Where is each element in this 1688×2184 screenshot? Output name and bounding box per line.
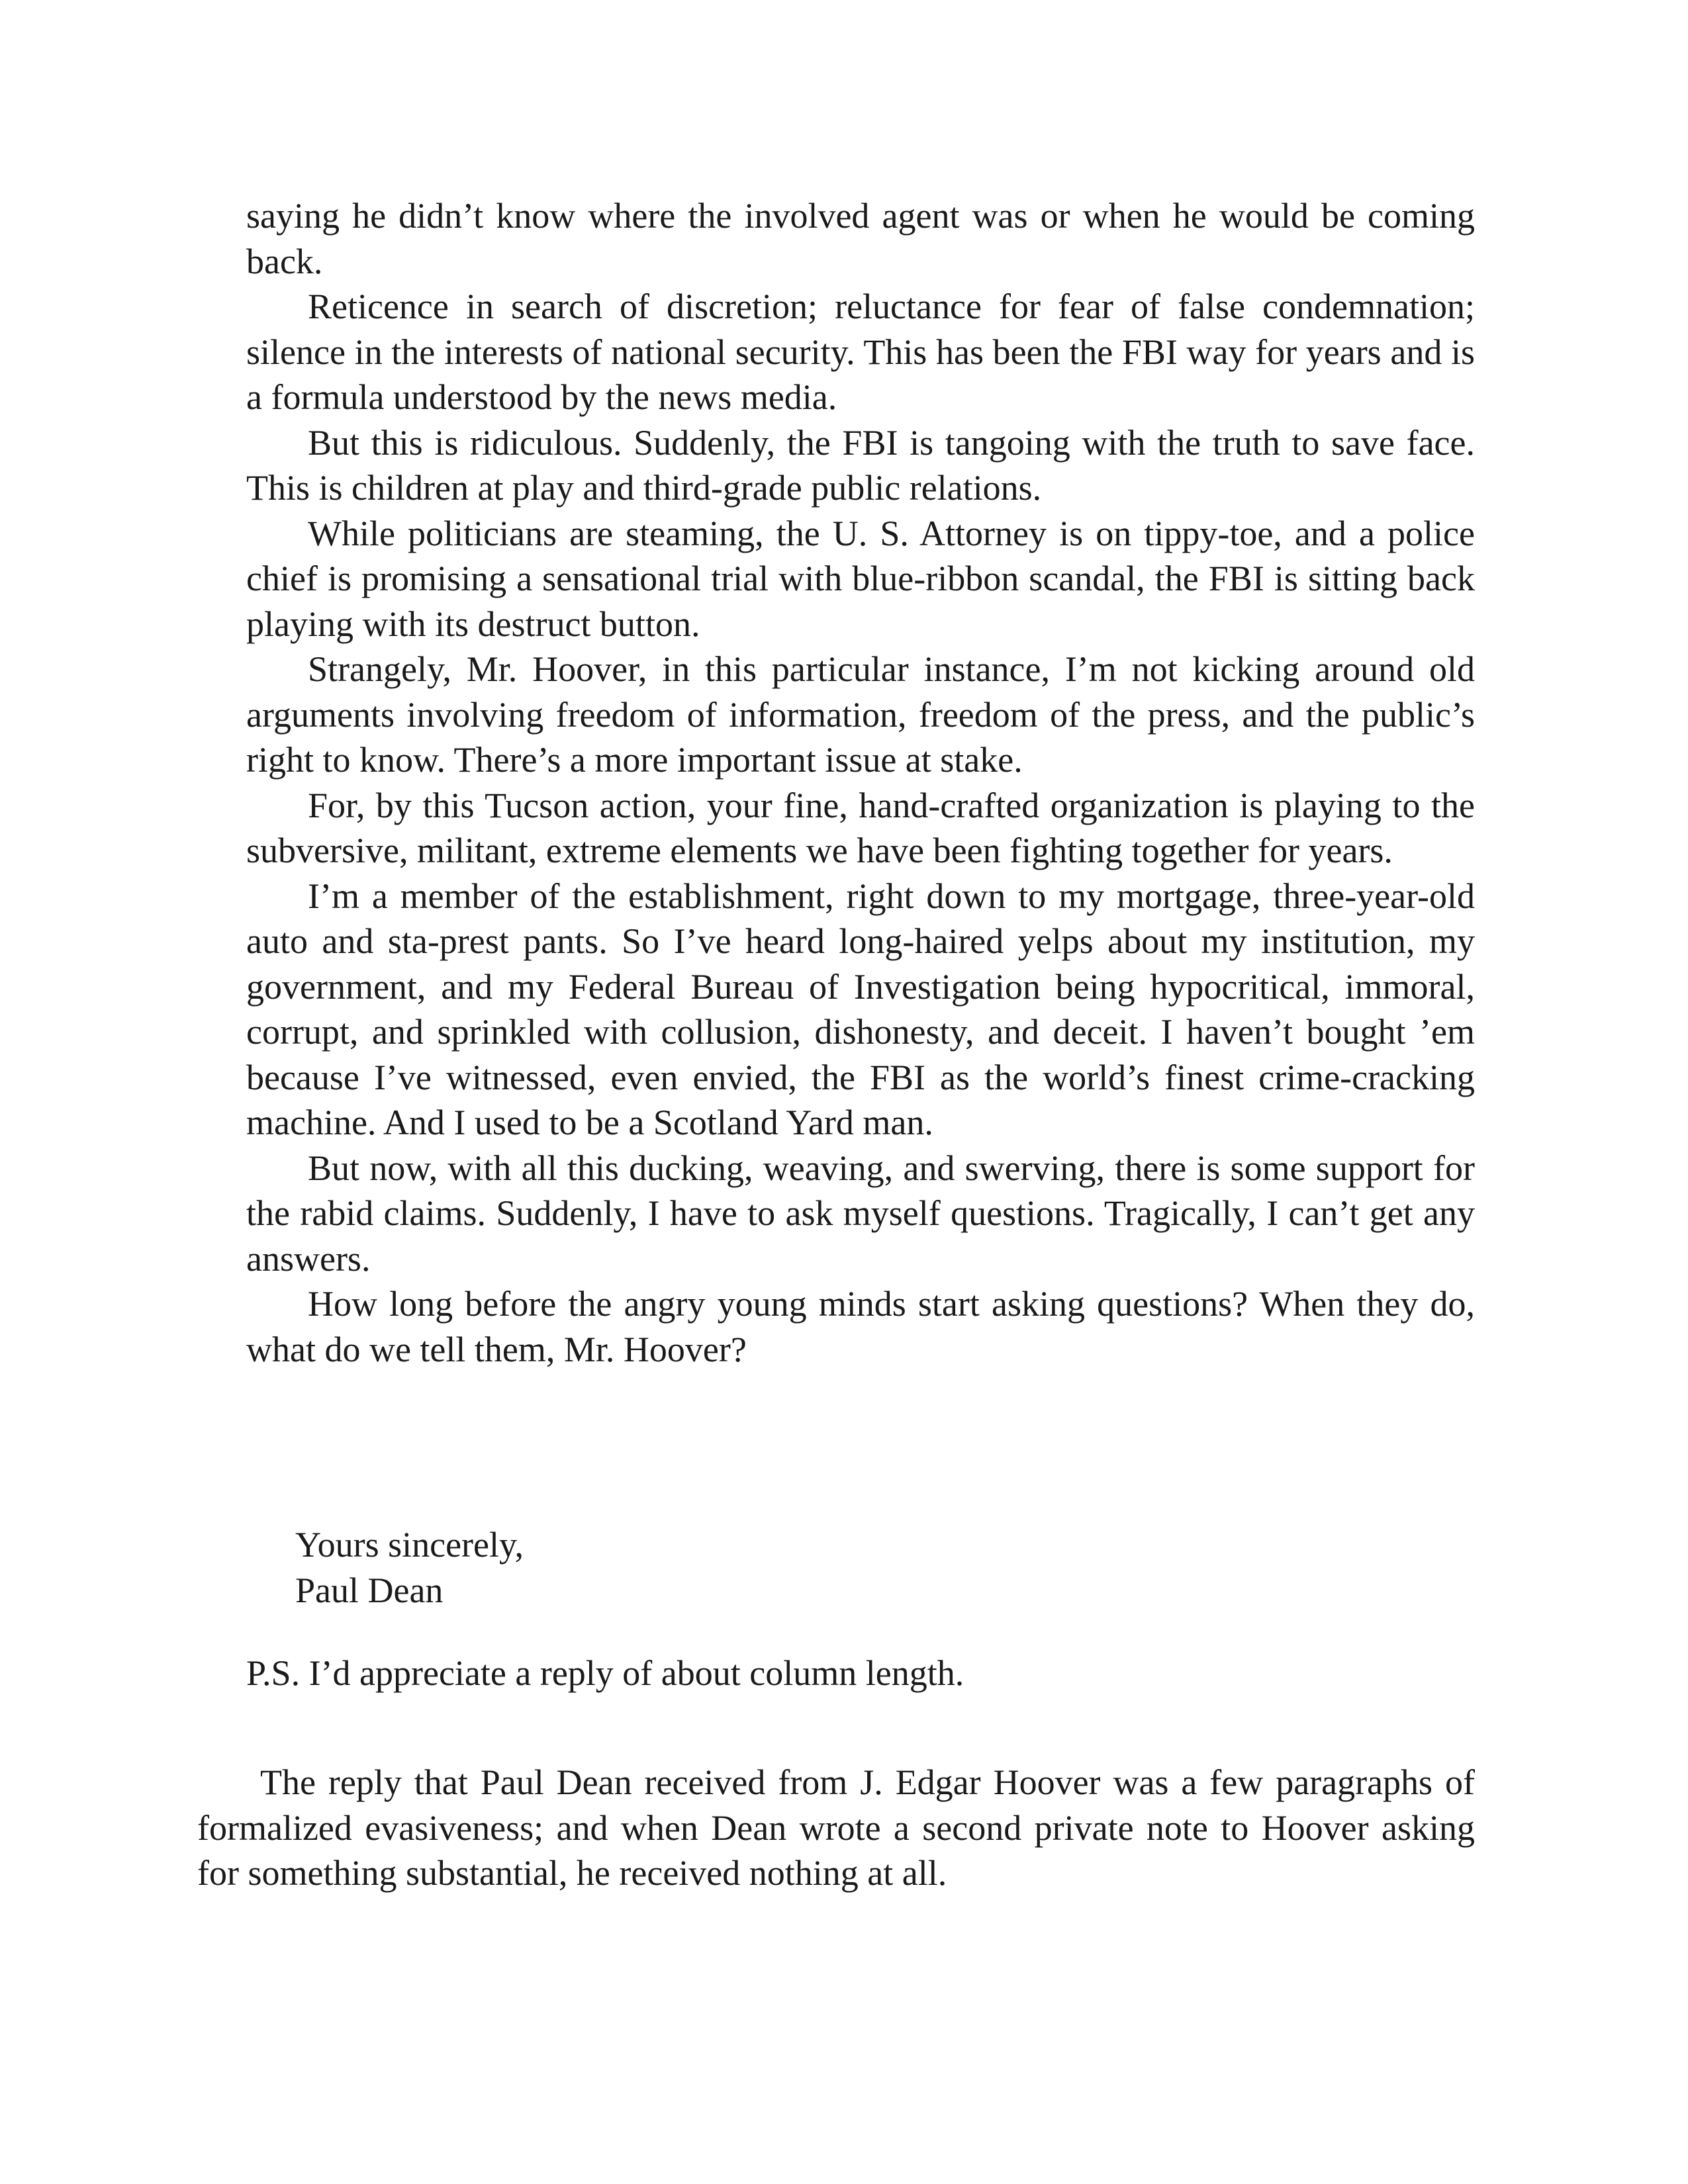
letter-closing: Yours sincerely,	[295, 1525, 524, 1565]
letter-paragraph: Strangely, Mr. Hoover, in this particular instance, I’m not kicking around old arguments involving freedom of information, freedom of the press, and the public’s right to know. There’s a more important issue at stake.	[246, 649, 1475, 780]
letter-signature: Paul Dean	[295, 1570, 444, 1610]
narrative-paragraph: The reply that Paul Dean received from J. Edgar Hoover was a few paragraphs of formalized evasiveness; and when Dean wrote a second private note to Hoover asking for something substantial, he received nothing at all.	[197, 1762, 1475, 1893]
letter-paragraph: But this is ridiculous. Suddenly, the FBI is tangoing with the truth to save face. This is children at play and third-grade public relations.	[246, 422, 1475, 508]
letter-closing-block	[295, 1522, 524, 1613]
letter-paragraph-continued: saying he didn’t know where the involved agent was or when he would be coming back.	[246, 196, 1475, 281]
letter-paragraph: I’m a member of the establishment, right down to my mortgage, three-year-old auto and sta-prest pants. So I’ve heard long-haired yelps about my institution, my government, and my Federal Bureau of Investigation being hypocritical, immoral, corrupt, and sprinkled with collusion, dishonesty, and deceit. I haven’t bought ’em because I’ve witnessed, even envied, the FBI as the world’s finest crime-cracking machine. And I used to be a Scotland Yard man.	[246, 876, 1475, 1142]
letter-paragraph: For, by this Tucson action, your fine, hand-crafted organization is playing to the subversive, militant, extreme elements we have been fighting together for years.	[246, 785, 1475, 870]
letter-paragraph: While politicians are steaming, the U. S. Attorney is on tippy-toe, and a police chief is promising a sensational trial with blue-ribbon scandal, the FBI is sitting back playing with its destruct button.	[246, 513, 1475, 644]
letter-paragraph: Reticence in search of discretion; reluctance for fear of false condemnation; silence in the interests of national security. This has been the FBI way for years and is a formula understood by the news media.	[246, 287, 1475, 417]
letter-body	[246, 193, 1475, 1372]
letter-paragraph: But now, with all this ducking, weaving, and swerving, there is some support for the rabid claims. Suddenly, I have to ask myself questions. Tragically, I can’t get any answers.	[246, 1148, 1475, 1279]
letter-paragraph: How long before the angry young minds start asking questions? When they do, what do we tell them, Mr. Hoover?	[246, 1284, 1475, 1369]
narrative-body	[197, 1760, 1475, 1896]
letter-postscript: P.S. I’d appreciate a reply of about column length.	[246, 1653, 964, 1693]
